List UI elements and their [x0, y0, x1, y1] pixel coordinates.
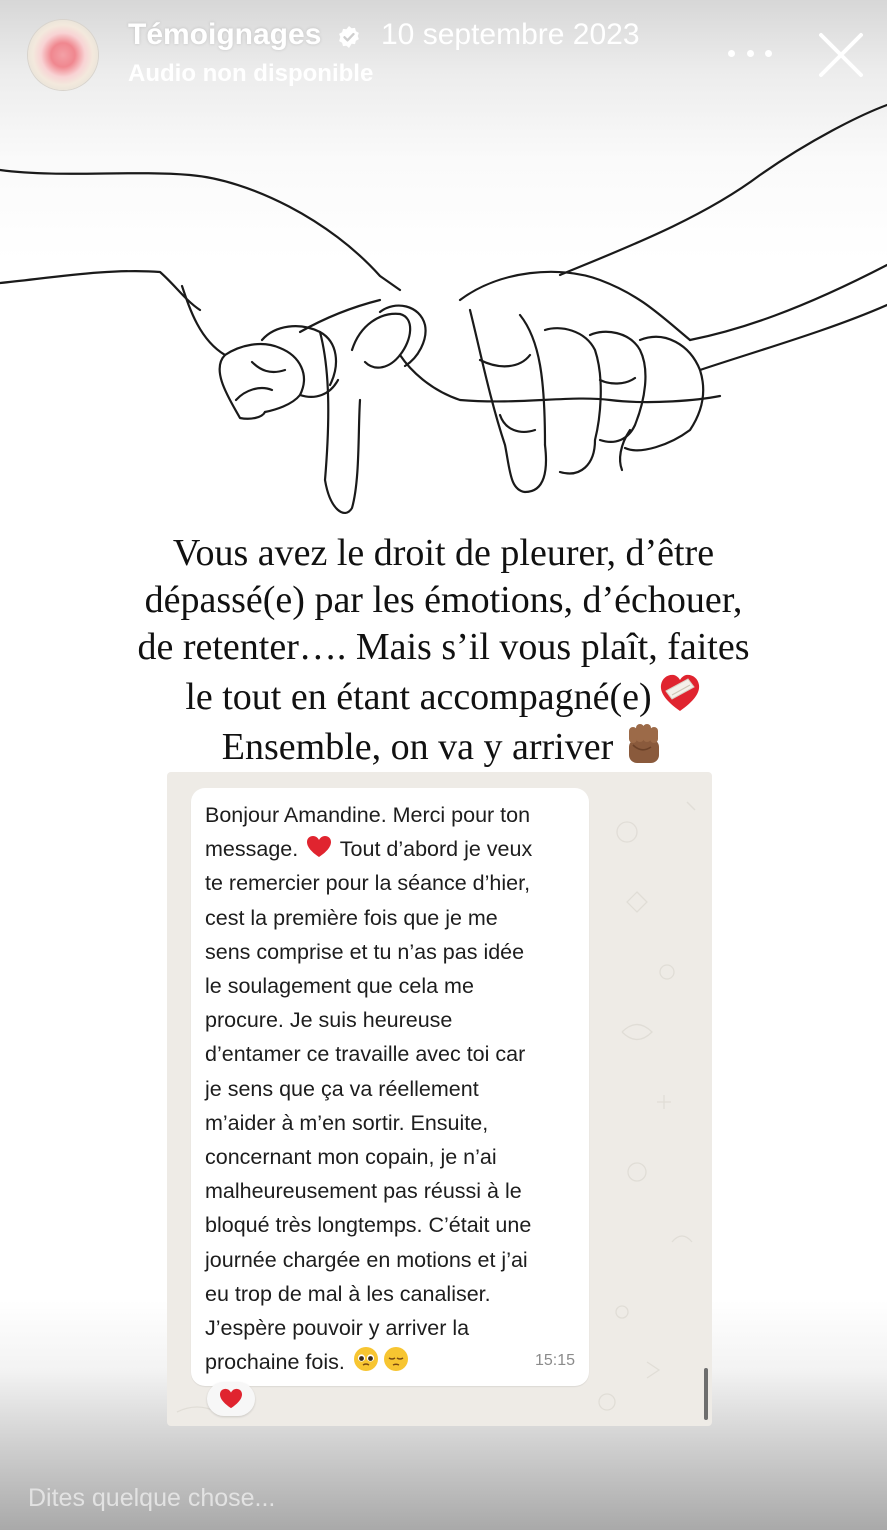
message-line: concernant mon copain, je n’ai [205, 1145, 497, 1170]
message-line: cest la première fois que je me [205, 905, 498, 930]
reply-input[interactable] [28, 1480, 859, 1516]
message-line [205, 1345, 577, 1379]
red-heart-emoji-icon [306, 835, 332, 859]
message-bubble[interactable] [191, 788, 589, 1386]
quote-line-text: Ensemble, on va y arriver [221, 726, 614, 768]
message-line: le soulagement que cela me [205, 974, 474, 999]
account-name[interactable]: Témoignages [128, 18, 322, 51]
avatar[interactable] [28, 20, 98, 90]
bubble-tail [181, 1372, 201, 1392]
message-line-text: message. [205, 837, 299, 862]
message-line: sens comprise et tu n’as pas idée [205, 939, 525, 964]
reaction-badge[interactable] [207, 1382, 255, 1416]
quote-line [60, 721, 827, 771]
verified-badge-icon [337, 25, 361, 49]
message-line: J’espère pouvoir y arriver la [205, 1316, 470, 1341]
quote-line [60, 671, 827, 721]
message-line: je sens que ça va réellement [205, 1076, 479, 1101]
audio-status: Audio non disponible [128, 60, 374, 87]
chat-scrollbar[interactable] [704, 1368, 708, 1420]
message-line: Bonjour Amandine. Merci pour ton [205, 803, 531, 827]
message-text [205, 798, 577, 1379]
raised-fist-emoji-icon [623, 721, 665, 765]
message-line-text: Tout d’abord je veux [339, 837, 533, 862]
mending-heart-emoji-icon [658, 671, 702, 715]
chat-screenshot [167, 772, 712, 1426]
quote-line: Vous avez le droit de pleurer, d’être [172, 532, 715, 574]
quote-line-text: le tout en étant accompagné(e) [185, 676, 652, 718]
quote-line: dépassé(e) par les émotions, d’échouer, [144, 579, 743, 621]
red-heart-emoji-icon [219, 1388, 243, 1410]
message-line: eu trop de mal à les canaliser. [205, 1281, 491, 1306]
message-line-text: prochaine fois. [205, 1350, 345, 1375]
message-time: 15:15 [534, 1352, 575, 1369]
close-icon[interactable] [816, 30, 866, 80]
quote-text [60, 530, 827, 771]
message-line: procure. Je suis heureuse [205, 1008, 453, 1033]
message-line: malheureusement pas réussi à le [205, 1179, 522, 1204]
message-line: d’entamer ce travaille avec toi car [205, 1042, 526, 1067]
message-line: bloqué très longtemps. C’était une [205, 1213, 532, 1238]
more-options-icon[interactable] [728, 38, 772, 68]
message-line: journée chargée en motions et j’ai [205, 1247, 528, 1272]
post-date: 10 septembre 2023 [381, 18, 640, 51]
message-line [205, 832, 577, 866]
quote-line: de retenter…. Mais s’il vous plaît, faites [137, 626, 750, 668]
pinky-promise-illustration [0, 100, 887, 530]
pleading-face-emoji-icon [353, 1346, 379, 1372]
message-line: m’aider à m’en sortir. Ensuite, [205, 1110, 489, 1135]
message-line: te remercier pour la séance d’hier, [205, 871, 531, 896]
pensive-face-emoji-icon [383, 1346, 409, 1372]
